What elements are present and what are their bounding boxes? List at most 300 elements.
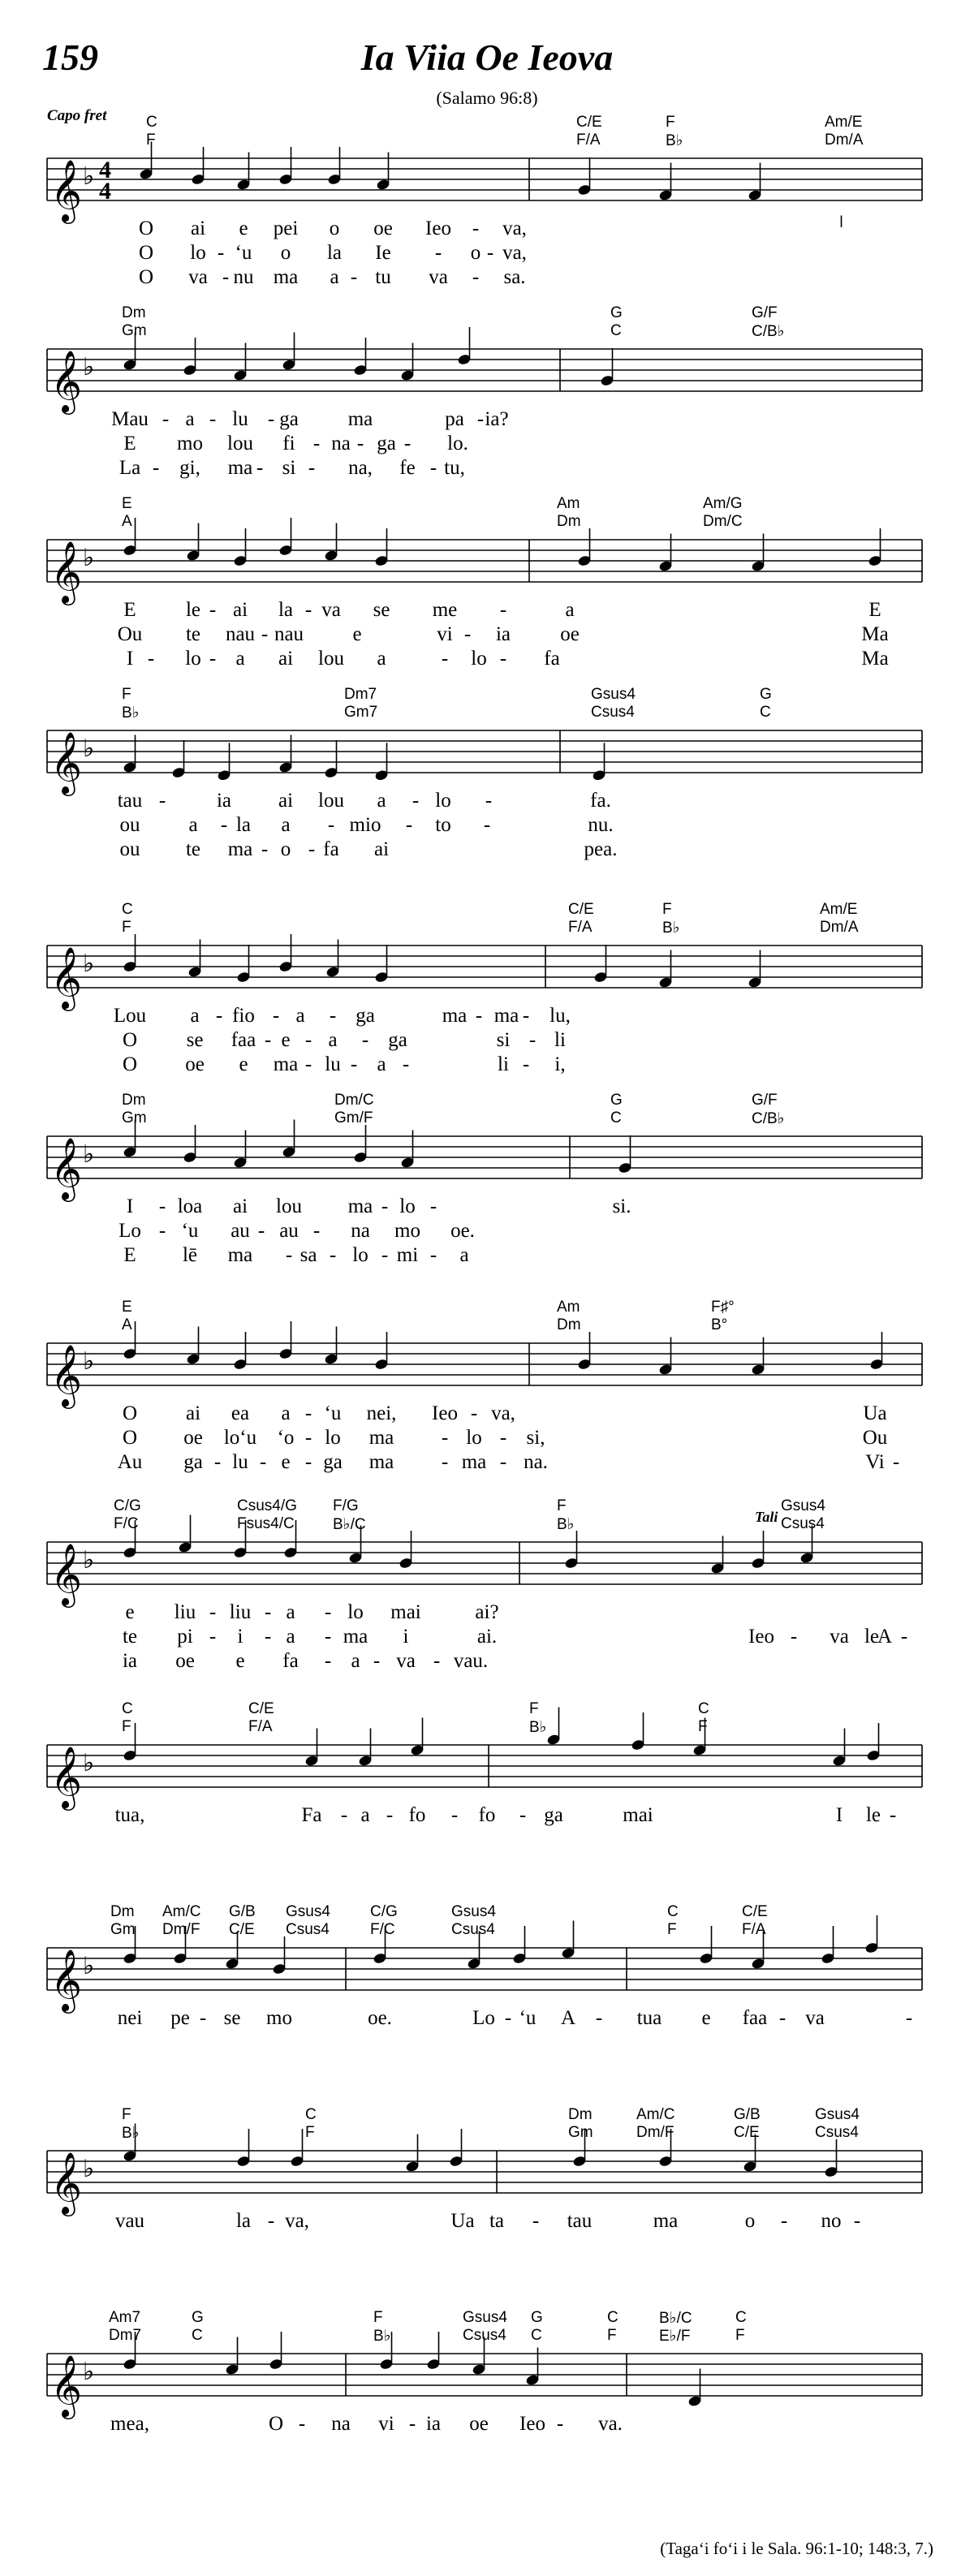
lyric-syllable: -: [470, 1402, 478, 1424]
chord-symbol-capo: Dm/F: [162, 1921, 200, 1938]
lyric-syllable: ga: [356, 1005, 375, 1027]
lyric-syllable: -: [329, 1244, 337, 1266]
lyric-syllable: a: [330, 266, 339, 288]
lyric-syllable: -: [450, 1804, 459, 1826]
lyric-syllable: a: [286, 1601, 295, 1623]
lyric-syllable: oe.: [368, 2007, 392, 2029]
key-signature-flat-icon: ♭: [83, 1347, 95, 1376]
lyric-syllable: -: [412, 790, 420, 812]
chord-symbol: Gsus4: [591, 686, 636, 703]
lyric-syllable: ga: [279, 408, 299, 430]
lyric-syllable: -: [209, 408, 217, 430]
lyric-syllable: me: [432, 599, 458, 621]
chord-symbol-capo: Csus4: [463, 2327, 506, 2344]
chord-symbol: Csus4/G: [237, 1497, 297, 1514]
chord-symbol-capo: F: [667, 1921, 677, 1938]
lyric-syllable: -: [402, 1053, 410, 1075]
lyric-syllable: nu: [233, 266, 254, 288]
key-signature-flat-icon: ♭: [83, 734, 95, 763]
lyric-syllable: nau: [274, 623, 304, 645]
treble-clef-icon: 𝄞: [50, 541, 83, 603]
lyric-syllable: -: [264, 1029, 272, 1051]
music-system: [0, 1497, 974, 1681]
lyric-syllable: tu: [375, 266, 391, 288]
lyric-syllable: lu,: [549, 1005, 571, 1027]
chord-symbol-capo: C/B♭: [752, 1110, 785, 1127]
lyric-syllable: na.: [524, 1451, 548, 1473]
lyric-syllable: -: [264, 1601, 272, 1623]
lyric-syllable: La: [119, 457, 141, 479]
chord-symbol: C: [667, 1903, 679, 1920]
chord-symbol-capo: B♭: [666, 132, 683, 149]
chord-symbol-capo: Csus4: [451, 1921, 495, 1938]
lyric-syllable: -: [199, 2007, 207, 2029]
chord-symbol-capo: Dm: [557, 1316, 581, 1333]
lyric-syllable: te: [185, 838, 201, 860]
lyric-syllable: va: [321, 599, 341, 621]
lyric-syllable: -: [556, 2413, 564, 2435]
chord-symbol: C: [122, 1700, 133, 1717]
lyric-syllable: -: [158, 1220, 166, 1242]
lyric-syllable: -: [272, 1005, 280, 1027]
chord-symbol: Gsus4: [781, 1497, 825, 1514]
chord-symbol: Gsus4: [286, 1903, 330, 1920]
lyric-syllable: a: [360, 1804, 370, 1826]
lyric-syllable: ‘u: [181, 1220, 199, 1242]
chord-symbol: G: [192, 2309, 204, 2326]
lyric-syllable: ia: [216, 790, 232, 812]
lyric-syllable: Ou: [862, 1427, 888, 1449]
lyric-syllable: lo: [466, 1427, 482, 1449]
lyric-syllable: O: [138, 266, 154, 288]
lyric-syllable: a: [190, 1005, 200, 1027]
lyric-syllable: -: [158, 1195, 166, 1217]
lyric-syllable: ia: [122, 1650, 138, 1672]
chord-symbol-capo: F/A: [568, 919, 593, 936]
chord-symbol-capo: A: [122, 1316, 132, 1333]
lyric-syllable: lu: [232, 408, 248, 430]
chord-symbol-capo: C: [610, 1109, 622, 1126]
chord-symbol: Am: [557, 495, 580, 512]
lyric-syllable: ‘u: [324, 1402, 342, 1424]
chord-symbol: E: [122, 495, 132, 512]
lyric-syllable: -: [209, 1601, 217, 1623]
lyric-syllable: -: [499, 599, 507, 621]
chord-symbol-capo: Gm: [110, 1921, 136, 1938]
lyric-syllable: gi,: [179, 457, 200, 479]
lyric-syllable: Ieo: [432, 1402, 458, 1424]
lyric-syllable: -: [312, 1220, 321, 1242]
lyric-syllable: O: [122, 1029, 138, 1051]
lyric-syllable: a: [565, 599, 575, 621]
chord-symbol-capo: Csus4: [781, 1515, 825, 1532]
lyric-syllable: va: [429, 266, 448, 288]
lyric-syllable: ‘u: [235, 242, 252, 264]
lyric-syllable: e: [235, 1650, 245, 1672]
lyric-syllable: a: [185, 408, 195, 430]
lyric-syllable: ma: [368, 1451, 394, 1473]
lyric-syllable: -: [433, 1650, 441, 1672]
lyric-syllable: a: [459, 1244, 469, 1266]
lyric-syllable: a: [281, 814, 291, 836]
chord-symbol-capo: E♭/F: [659, 2328, 691, 2345]
lyric-syllable: lo‘u: [223, 1427, 257, 1449]
chord-symbol: Dm: [122, 1092, 146, 1109]
lyric-syllable: -: [324, 1650, 332, 1672]
lyric-syllable: tau: [567, 2210, 593, 2232]
chord-symbol: G: [760, 686, 772, 703]
lyric-syllable: pe: [170, 2007, 190, 2029]
chord-symbol: F: [122, 2106, 131, 2123]
hymn-title: Ia Viia Oe Ieova: [360, 37, 614, 78]
chord-symbol-capo: Dm/A: [820, 919, 859, 936]
lyric-syllable: ga: [544, 1804, 563, 1826]
lyric-syllable: ma: [343, 1626, 368, 1648]
chord-symbol-capo: Csus4: [591, 704, 635, 721]
chord-symbol: Gsus4: [463, 2309, 507, 2326]
lyric-syllable: fi: [282, 433, 295, 454]
lyric-syllable: liu: [229, 1601, 252, 1623]
lyric-syllable: -: [259, 1451, 267, 1473]
lyric-syllable: va,: [502, 242, 527, 264]
chord-symbol-capo: Gm7: [344, 704, 378, 721]
lyric-syllable: pa: [445, 408, 464, 430]
scripture-reference: (Salamo 96:8): [436, 88, 538, 108]
lyric-syllable: va: [396, 1650, 416, 1672]
lyric-syllable: -: [889, 1804, 897, 1826]
lyric-syllable: la: [278, 599, 294, 621]
lyric-syllable: -: [504, 2007, 512, 2029]
chord-symbol-capo: C/B♭: [752, 323, 785, 340]
music-system: [0, 901, 974, 1084]
key-signature-flat-icon: ♭: [83, 162, 95, 191]
chord-symbol: Gsus4: [815, 2106, 860, 2123]
lyric-syllable: fa: [282, 1650, 299, 1672]
lyric-syllable: sa.: [503, 266, 526, 288]
capo-label: Capo fret: [47, 107, 107, 124]
lyric-syllable: se: [373, 599, 390, 621]
lyric-syllable: -: [900, 1626, 908, 1648]
chord-symbol-capo: Dm/A: [825, 131, 864, 149]
lyric-syllable: -: [483, 814, 491, 836]
treble-clef-icon: 𝄞: [50, 2354, 83, 2417]
chord-symbol-capo: B♭: [122, 704, 140, 722]
lyric-syllable: ga: [388, 1029, 407, 1051]
lyric-syllable: la: [326, 242, 343, 264]
lyric-syllable: -: [519, 1804, 527, 1826]
chord-symbol-capo: Gm: [122, 1109, 147, 1126]
chord-symbol-capo: F: [122, 1718, 131, 1735]
lyric-syllable: -: [381, 1244, 389, 1266]
chord-symbol-capo: F: [735, 2327, 745, 2344]
lyric-syllable: -: [499, 648, 507, 670]
lyric-syllable: lou: [276, 1195, 302, 1217]
lyric-syllable: va: [830, 1626, 849, 1648]
time-signature-digit: 4: [99, 157, 111, 183]
lyric-syllable: au: [279, 1220, 299, 1242]
lyric-syllable: fe: [399, 457, 416, 479]
lyric-syllable: -: [298, 2413, 306, 2435]
lyric-syllable: lu: [325, 1053, 341, 1075]
lyric-syllable: e: [125, 1601, 135, 1623]
lyric-syllable: -: [361, 1029, 369, 1051]
lyric-syllable: pi: [177, 1626, 193, 1648]
lyric-syllable: I: [126, 1195, 134, 1217]
key-signature-flat-icon: ♭: [83, 1952, 95, 1980]
lyric-syllable: ai.: [476, 1626, 498, 1648]
lyric-syllable: -: [441, 648, 449, 670]
lyric-syllable: O: [138, 242, 154, 264]
lyric-syllable: ga: [323, 1451, 343, 1473]
lyric-syllable: va,: [491, 1402, 515, 1424]
treble-clef-icon: 𝄞: [50, 1949, 83, 2011]
chord-symbol: F: [373, 2309, 383, 2326]
lyric-syllable: Ieo: [519, 2413, 545, 2435]
chord-symbol-capo: F: [698, 1718, 708, 1735]
lyric-syllable: le: [185, 599, 201, 621]
lyric-syllable: fo: [408, 1804, 426, 1826]
lyric-syllable: ai: [373, 838, 390, 860]
lyric-syllable: -: [329, 1005, 337, 1027]
chord-symbol: F: [122, 686, 131, 703]
lyric-syllable: Mau: [111, 408, 149, 430]
lyric-syllable: a: [377, 648, 386, 670]
chord-symbol-capo: C: [531, 2327, 542, 2344]
lyric-syllable: fa: [323, 838, 339, 860]
lyric-syllable: e: [701, 2007, 711, 2029]
lyric-syllable: o: [329, 218, 340, 239]
lyric-syllable: -: [892, 1451, 900, 1473]
chord-symbol: C: [607, 2309, 618, 2326]
lyric-syllable: -: [304, 1427, 312, 1449]
chord-symbol: G: [610, 304, 623, 321]
lyric-syllable: lo: [190, 242, 206, 264]
lyric-syllable: va: [805, 2007, 825, 2029]
lyric-syllable: -: [308, 838, 316, 860]
lyric-syllable: E: [123, 1244, 136, 1266]
key-signature-flat-icon: ♭: [83, 2155, 95, 2183]
chord-symbol: Gsus4: [451, 1903, 496, 1920]
lyric-syllable: na: [331, 2413, 351, 2435]
chord-symbol: G/F: [752, 304, 778, 321]
lyric-syllable: nei,: [366, 1402, 397, 1424]
chord-symbol: Dm: [568, 2106, 593, 2123]
lyric-syllable: ta: [489, 2210, 505, 2232]
lyric-syllable: oe: [183, 1427, 203, 1449]
lyric-syllable: -: [429, 1195, 437, 1217]
lyric-syllable: -: [261, 838, 269, 860]
lyric-syllable: lo: [471, 648, 487, 670]
staff: [0, 304, 974, 418]
lyric-syllable: -: [222, 266, 230, 288]
lyric-syllable: a: [295, 1005, 305, 1027]
lyric-syllable: -: [285, 1244, 293, 1266]
chord-symbol: B♭/C: [659, 2310, 692, 2327]
lyric-syllable: -: [429, 1244, 437, 1266]
lyric-syllable: fa: [544, 648, 560, 670]
lyric-syllable: O: [122, 1427, 138, 1449]
key-signature-flat-icon: ♭: [83, 544, 95, 572]
lyric-syllable: ma: [461, 1451, 487, 1473]
lyric-syllable: vau.: [453, 1650, 489, 1672]
music-system: [0, 1700, 974, 1884]
lyric-syllable: -: [340, 1804, 348, 1826]
lyric-syllable: -: [304, 1402, 312, 1424]
lyric-syllable: E: [123, 599, 136, 621]
chord-symbol: C/G: [370, 1903, 398, 1920]
lyric-syllable: na: [351, 1220, 370, 1242]
lyric-syllable: -: [486, 242, 494, 264]
music-system: [0, 495, 974, 678]
lyric-syllable: Ma: [861, 623, 889, 645]
lyric-syllable: ea: [231, 1402, 250, 1424]
chord-symbol: C/E: [742, 1903, 768, 1920]
lyric-syllable: ai: [185, 1402, 201, 1424]
lyric-syllable: -: [356, 433, 364, 454]
lyric-syllable: pea.: [584, 838, 618, 860]
chord-symbol-capo: C: [760, 704, 771, 721]
lyric-syllable: ma: [227, 1244, 253, 1266]
lyric-syllable: Ua: [450, 2210, 475, 2232]
hymn-number: 159: [42, 37, 98, 78]
chord-symbol: C: [305, 2106, 317, 2123]
chord-symbol: Am/G: [703, 495, 743, 512]
lyric-syllable: -: [217, 242, 225, 264]
music-system: [0, 1903, 974, 2087]
lyric-syllable: lo: [185, 648, 201, 670]
lyric-syllable: ga: [183, 1451, 203, 1473]
lyric-syllable: ia: [425, 2413, 442, 2435]
lyric-syllable: o: [744, 2210, 756, 2232]
lyric-syllable: si,: [526, 1427, 545, 1449]
lyric-syllable: E: [123, 433, 136, 454]
lyric-syllable: -: [304, 599, 312, 621]
lyric-syllable: o: [280, 838, 291, 860]
lyric-syllable: Ieo: [748, 1626, 774, 1648]
chord-symbol-capo: B♭: [373, 2328, 391, 2345]
lyric-syllable: -: [220, 814, 228, 836]
chord-symbol-capo: F/A: [248, 1718, 273, 1735]
lyric-syllable: na: [331, 433, 351, 454]
lyric-syllable: -: [162, 408, 170, 430]
lyric-syllable: -: [304, 1053, 312, 1075]
lyric-syllable: mai: [390, 1601, 421, 1623]
music-system: [0, 1092, 974, 1275]
lyric-syllable: ma: [493, 1005, 519, 1027]
lyric-syllable: si: [496, 1029, 511, 1051]
chord-symbol: G: [610, 1092, 623, 1109]
lyric-syllable: ai: [190, 218, 206, 239]
lyric-syllable: -: [441, 1451, 449, 1473]
chord-symbol-capo: B♭: [662, 920, 680, 937]
lyric-syllable: a: [351, 1650, 360, 1672]
chord-symbol: F: [529, 1700, 539, 1717]
lyric-syllable: -: [790, 1626, 798, 1648]
lyric-syllable: ai: [232, 599, 248, 621]
lyric-syllable: -: [434, 242, 442, 264]
chord-symbol-capo: Dm/C: [703, 513, 743, 530]
lyric-syllable: mo: [394, 1220, 420, 1242]
chord-symbol: G: [531, 2309, 543, 2326]
lyric-syllable: -: [441, 1427, 449, 1449]
lyric-syllable: vau: [114, 2210, 145, 2232]
lyric-syllable: -: [324, 1626, 332, 1648]
chord-symbol: C: [735, 2309, 747, 2326]
lyric-syllable: ai: [278, 790, 294, 812]
lyric-syllable: nau: [225, 623, 256, 645]
chord-symbol: C/E: [568, 901, 594, 918]
staff: [0, 1497, 974, 1611]
lyric-syllable: o: [470, 242, 481, 264]
music-system: [0, 2309, 974, 2492]
lyric-syllable: e: [239, 218, 248, 239]
lyric-syllable: lou: [318, 790, 344, 812]
lyric-syllable: -: [408, 2413, 416, 2435]
lyric-syllable: ma: [273, 266, 299, 288]
lyric-syllable: tua: [636, 2007, 662, 2029]
lyric-syllable: te: [122, 1626, 138, 1648]
lyric-syllable: li: [498, 1053, 509, 1075]
lyric-syllable: I: [835, 1804, 843, 1826]
lyric-syllable: -: [327, 814, 335, 836]
lyric-syllable: -: [778, 2007, 787, 2029]
lyric-syllable: a: [281, 1402, 291, 1424]
lyric-syllable: ma: [368, 1427, 394, 1449]
chord-symbol-capo: B♭: [122, 2125, 140, 2142]
lyric-syllable: fa.: [590, 790, 611, 812]
lyric-syllable: -: [147, 648, 155, 670]
lyric-syllable: -: [472, 266, 480, 288]
lyric-syllable: fio: [232, 1005, 255, 1027]
lyric-syllable: -: [304, 1029, 312, 1051]
chord-symbol: Am/E: [825, 114, 863, 131]
lyric-syllable: fo: [478, 1804, 496, 1826]
lyric-syllable: -: [209, 599, 217, 621]
lyric-syllable: nei: [117, 2007, 143, 2029]
treble-clef-icon: 𝄞: [50, 1344, 83, 1406]
lyric-syllable: lē: [182, 1244, 198, 1266]
lyric-syllable: ma: [227, 457, 253, 479]
lyric-syllable: vi: [437, 623, 453, 645]
chord-symbol-capo: Gm: [122, 322, 147, 339]
chord-symbol: Am/C: [636, 2106, 675, 2123]
staff: [0, 686, 974, 799]
lyric-syllable: ma: [347, 408, 373, 430]
lyric-syllable: oe: [175, 1650, 195, 1672]
lyric-syllable: lu: [232, 1451, 248, 1473]
music-system: [0, 1299, 974, 1482]
lyric-syllable: -: [485, 790, 493, 812]
chord-symbol-capo: C: [192, 2327, 203, 2344]
lyric-syllable: a: [188, 814, 198, 836]
key-signature-flat-icon: ♭: [83, 1546, 95, 1574]
lyric-syllable: -: [403, 433, 412, 454]
lyric-syllable: -: [429, 457, 437, 479]
lyric-syllable: loa: [177, 1195, 203, 1217]
chord-symbol: E: [122, 1299, 132, 1316]
lyric-syllable: Lou: [113, 1005, 147, 1027]
lyric-syllable: Ma: [861, 648, 889, 670]
lyric-syllable: no: [821, 2210, 842, 2232]
chord-symbol: F: [666, 114, 675, 131]
lyric-syllable: e: [281, 1029, 291, 1051]
lyric-syllable: -: [215, 1005, 223, 1027]
key-signature-flat-icon: ♭: [83, 950, 95, 978]
chord-symbol: C: [122, 901, 133, 918]
lyric-syllable: E: [868, 599, 881, 621]
lyric-syllable: Ua: [863, 1402, 887, 1424]
footer-reference: (Taga‘i fo‘i i le Sala. 96:1-10; 148:3, 7.): [660, 2539, 933, 2558]
